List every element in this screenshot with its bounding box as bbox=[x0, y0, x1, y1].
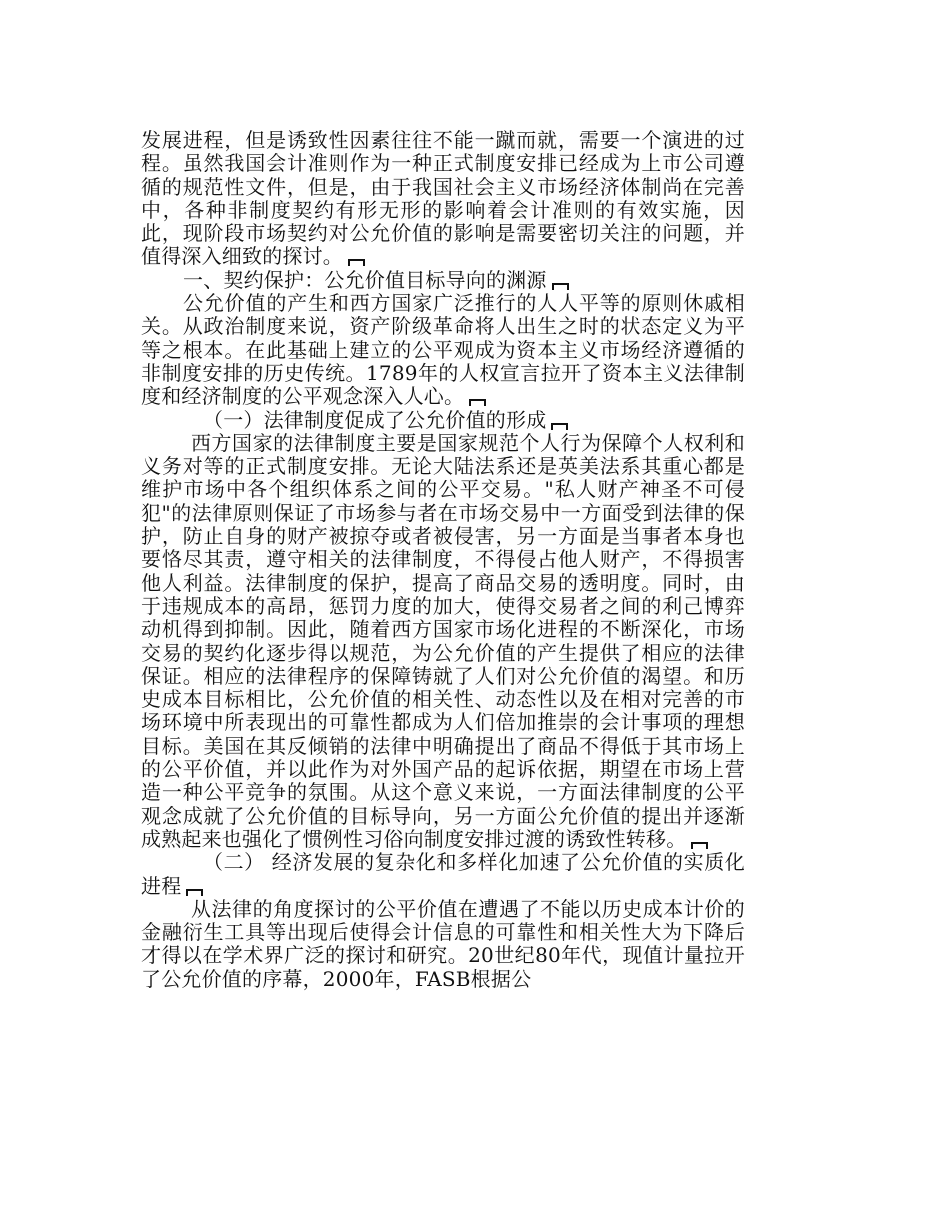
paragraph-mark-icon bbox=[551, 423, 568, 430]
paragraph-mark-icon bbox=[552, 283, 569, 290]
paragraph-mark-icon bbox=[469, 399, 486, 406]
paragraph-mark-icon bbox=[691, 842, 708, 849]
paragraph-text: 公允价值的产生和西方国家广泛推行的人人平等的原则休戚相关。从政治制度来说，资产阶级革命将人出生之时的状态定义为平等之根本。在此基础上建立的公平观成为资本主义市场经济遵循的非制度安排的历史传统。1789年的人权宣言拉开了资本主义法律制度和经济制度的公平观念深入人心。 bbox=[141, 291, 745, 409]
paragraph-text: 从法律的角度探讨的公平价值在遭遇了不能以历史成本计价的金融衍生工具等出现后使得会计信息的可靠性和相关性大为下降后才得以在学术界广泛的探讨和研究。20世纪80年代，现值计量拉开了公允价值的序幕，2000年，FASB根据公 bbox=[141, 896, 745, 991]
heading-text: 一、契约保护：公允价值目标导向的渊源 bbox=[183, 267, 547, 292]
paragraph-legal-system bbox=[141, 432, 745, 851]
heading-text: （一）法律制度促成了公允价值的形成 bbox=[203, 407, 547, 432]
paragraph-intro bbox=[141, 129, 745, 269]
heading-text: （二） 经济发展的复杂化和多样化加速了公允价值的实质化进程 bbox=[141, 850, 745, 898]
paragraph-fairness-origin bbox=[141, 292, 745, 408]
paragraph-mark-icon bbox=[348, 259, 365, 266]
paragraph-economic-development bbox=[141, 898, 745, 991]
paragraph-text: 西方国家的法律制度主要是国家规范个人行为保障个人权利和义务对等的正式制度安排。无论大陆法系还是英美法系其重心都是维护市场中各个组织体系之间的公平交易。"私人财产神圣不可侵犯"的法律原则保证了市场参与者在市场交易中一方面受到法律的保护，防止自身的财产被掠夺或者被侵害，另一方面是当事者本身也要恪尽其责，遵守相关的法律制度，不得侵占他人财产，不得损害他人利益。法律制度的保护，提高了商品交易的透明度。同时，由于违规成本的高昂，惩罚力度的加大，使得交易者之间的利己博弈动机得到抑制。因此，随着西方国家市场化进程的不断深化，市场交易的契约化逐步得以规范，为公允价值的产生提供了相应的法律保证。相应的法律程序的保障铸就了人们对公允价值的渴望。和历史成本目标相比，公允价值的相关性、动态性以及在相对完善的市场环境中所表现出的可靠性都成为人们倍加推崇的会计事项的理想目标。美国在其反倾销的法律中明确提出了商品不得低于其市场上的公平价值，并以此作为对外国产品的起诉依据，期望在市场上营造一种公平竞争的氛围。从这个意义来说，一方面法律制度的公平观念成就了公允价值的目标导向，另一方面公允价值的提出并逐渐成熟起来也强化了惯例性习俗向制度安排过渡的诱致性转移。 bbox=[141, 430, 745, 851]
document-page bbox=[141, 129, 745, 991]
section-heading-1 bbox=[141, 269, 745, 292]
paragraph-mark-icon bbox=[186, 889, 203, 896]
subsection-heading-1 bbox=[141, 409, 745, 432]
subsection-heading-2 bbox=[141, 851, 745, 898]
paragraph-text: 发展进程，但是诱致性因素往往不能一蹴而就，需要一个演进的过程。虽然我国会计准则作为一种正式制度安排已经成为上市公司遵循的规范性文件，但是，由于我国社会主义市场经济体制尚在完善中，各种非制度契约有形无形的影响着会计准则的有效实施，因此，现阶段市场契约对公允价值的影响是需要密切关注的问题，并值得深入细致的探讨。 bbox=[141, 128, 745, 269]
